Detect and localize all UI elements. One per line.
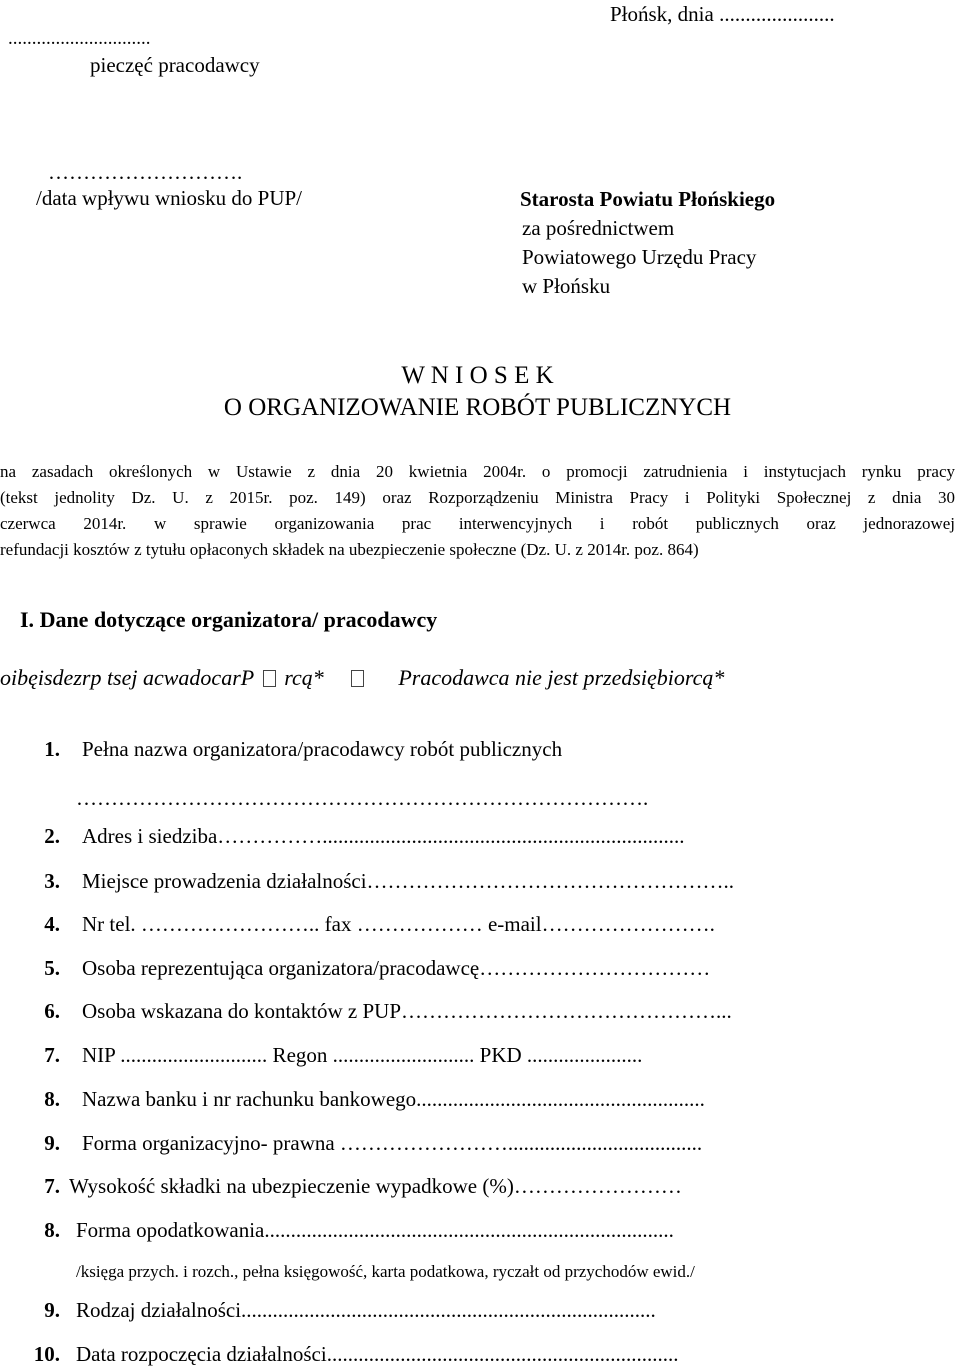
- field-9b-text[interactable]: Rodzaj działalności...............................................................................: [76, 1298, 656, 1322]
- field-8b-text[interactable]: Forma opodatkowania..............................................................................: [76, 1218, 674, 1242]
- field-3-number: 3.: [44, 869, 60, 893]
- employer-type-row: [0, 665, 724, 691]
- addressee-line-2: za pośrednictwem: [522, 216, 675, 240]
- document-subtitle: O ORGANIZOWANIE ROBÓT PUBLICZNYCH: [223, 394, 732, 421]
- stamp-dots: ..............................: [8, 28, 151, 49]
- place-date: Płońsk, dnia ......................: [610, 2, 835, 26]
- receipt-date-label: /data wpływu wniosku do PUP/: [36, 186, 303, 210]
- employer-type-option-2-label: Pracodawca nie jest przedsiębiorcą*: [398, 665, 725, 690]
- field-7-number: 7.: [44, 1043, 60, 1067]
- addressee-line-3: Powiatowego Urzędu Pracy: [522, 245, 757, 269]
- field-8b-number: 8.: [44, 1218, 60, 1242]
- legal-basis-line-4: refundacji kosztów z tytułu opłaconych składek na ubezpieczenie społeczne (Dz. U. z 2014r. poz. 864): [0, 540, 699, 559]
- employer-type-option-1-suffix: rcą*: [284, 665, 324, 690]
- field-9b-number: 9.: [44, 1298, 60, 1322]
- field-7b-text[interactable]: Wysokość składki na ubezpieczenie wypadkowe (%)……………………: [69, 1174, 682, 1198]
- section-title: Dane dotyczące organizatora/ pracodawcy: [39, 607, 438, 632]
- addressee-line-1: Starosta Powiatu Płońskiego: [520, 187, 776, 211]
- legal-basis-line-1: na zasadach określonych w Ustawie z dnia 20 kwietnia 2004r. o promocji zatrudnienia i instytucjach rynku pracy: [0, 462, 955, 481]
- legal-basis-line-2: (tekst jednolity Dz. U. z 2015r. poz. 149) oraz Rozporządzeniu Ministra Pracy i Polityki Społecznej z dnia 30: [0, 488, 955, 507]
- section-heading: [20, 607, 437, 633]
- field-1-text: Pełna nazwa organizatora/pracodawcy robót publicznych: [82, 737, 563, 761]
- field-9-number: 9.: [44, 1131, 60, 1155]
- field-1-fill-line[interactable]: ……………………………………………………………………….: [76, 786, 649, 810]
- field-4-text[interactable]: Nr tel. …………………….. fax ……………… e-mail…………………….: [82, 912, 715, 936]
- document-title: W N I O S E K: [401, 362, 554, 389]
- field-6-text[interactable]: Osoba wskazana do kontaktów z PUP………………………………………...: [82, 999, 732, 1023]
- stamp-label: pieczęć pracodawcy: [90, 53, 260, 77]
- field-9-text[interactable]: Forma organizacyjno- prawna …………………….....................................: [82, 1131, 703, 1155]
- field-8-number: 8.: [44, 1087, 60, 1111]
- field-6-number: 6.: [44, 999, 60, 1023]
- addressee-line-4: w Płońsku: [522, 274, 611, 298]
- legal-basis-line-3: czerwca 2014r. w sprawie organizowania prac interwencyjnych i robót publicznych oraz jednorazowej: [0, 514, 955, 533]
- receipt-date-dots: ……………………….: [48, 160, 243, 184]
- employer-type-checkbox-2[interactable]: [351, 670, 364, 687]
- tax-form-options-note: /księga przych. i rozch., pełna księgowość, karta podatkowa, ryczałt od przychodów ewid./: [76, 1262, 695, 1281]
- field-7-text[interactable]: NIP ............................ Regon ........................... PKD ......................: [82, 1043, 643, 1067]
- field-2-number: 2.: [44, 824, 60, 848]
- field-10-text[interactable]: Data rozpoczęcia działalności...................................................................: [76, 1342, 679, 1366]
- field-5-text[interactable]: Osoba reprezentująca organizatora/pracodawcę……………………………: [82, 956, 711, 980]
- field-8-text[interactable]: Nazwa banku i nr rachunku bankowego.......................................................: [82, 1087, 705, 1111]
- employer-type-option-1-label: oibęisdezrp tsej acwadocarP: [0, 665, 254, 690]
- field-1-number: 1.: [44, 737, 60, 761]
- employer-type-checkbox-1[interactable]: [263, 670, 276, 687]
- field-10-number: 10.: [33, 1342, 60, 1366]
- field-4-number: 4.: [44, 912, 60, 936]
- field-3-text[interactable]: Miejsce prowadzenia działalności……………………………………………..: [82, 869, 735, 893]
- section-number: I.: [20, 607, 35, 632]
- field-7b-number: 7.: [44, 1174, 60, 1198]
- field-5-number: 5.: [44, 956, 60, 980]
- field-2-text[interactable]: Adres i siedziba…………….....................................................................: [82, 824, 685, 848]
